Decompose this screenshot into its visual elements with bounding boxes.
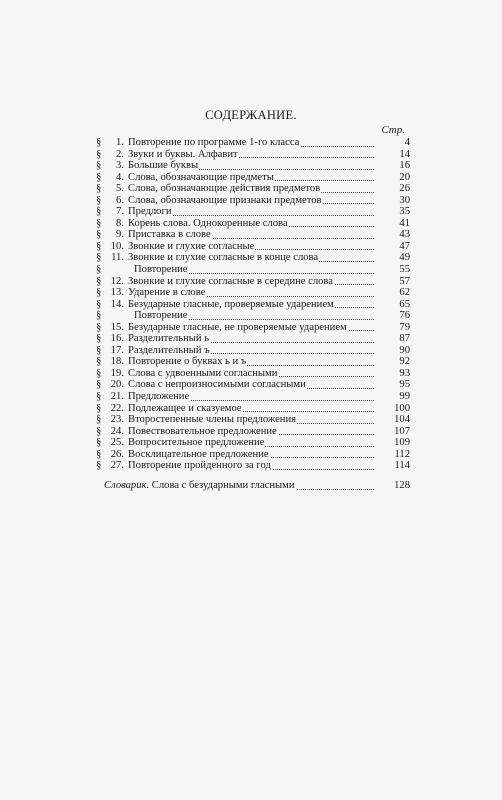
section-sign: § — [96, 287, 102, 299]
toc-entry-label: Предложение — [128, 391, 190, 403]
toc-entry-page: 90 — [399, 344, 410, 356]
toc-entry-label: Разделительный ъ — [128, 344, 210, 356]
toc-entry-page: 92 — [399, 356, 410, 368]
page-column-label: Стр. — [381, 124, 405, 136]
toc-entry-label: Ударение в слове — [128, 287, 206, 299]
toc-entry-label: Предлоги — [128, 206, 172, 218]
toc-entry-label-container — [128, 403, 374, 415]
section-sign: § — [96, 298, 102, 310]
toc-entry — [96, 414, 410, 426]
section-sign: § — [96, 229, 102, 241]
toc-entry-page: 100 — [394, 402, 410, 414]
toc-entry-label-container — [128, 252, 374, 264]
section-sign: § — [96, 137, 102, 148]
toc-entry — [96, 460, 410, 472]
toc-entry-page: 99 — [399, 391, 410, 403]
toc-entry-label: Повествовательное предложение — [128, 425, 277, 437]
section-sign: § — [96, 344, 102, 356]
toc-entry-label-container — [128, 276, 374, 288]
toc-entry-label: Слова, обозначающие признаки предметов — [128, 194, 322, 206]
toc-entry-label: Повторение — [134, 310, 188, 322]
toc-entry — [96, 391, 410, 403]
toc-entry-label: Слова с удвоенными согласными — [128, 367, 278, 379]
toc-entry-label: Вопросительное предложение — [128, 437, 265, 449]
toc-entry-label-container — [134, 310, 374, 322]
toc-entry-label: Звуки и буквы. Алфавит — [128, 148, 238, 160]
toc-entry-label-container — [128, 160, 374, 172]
toc-entry-label-container — [128, 345, 374, 357]
toc-entry-label-container — [128, 391, 374, 403]
toc-entry-label-container — [128, 195, 374, 207]
toc-entry — [96, 345, 410, 357]
toc-entry-label: Слова, обозначающие предметы — [128, 171, 274, 183]
toc-entry-label: Повторение по программе 1-го класса — [128, 137, 300, 148]
toc-entry-page: 35 — [399, 206, 410, 218]
toc-entry — [96, 149, 410, 161]
toc-entry-page: 109 — [394, 437, 410, 449]
toc-entry-label-container — [128, 460, 374, 472]
toc-entry — [96, 264, 410, 276]
toc-entry-label-container — [128, 426, 374, 438]
section-sign: § — [96, 391, 102, 403]
toc-entry — [96, 403, 410, 415]
toc-entry — [96, 333, 410, 345]
section-sign: § — [96, 160, 102, 172]
toc-entry-label-container — [128, 299, 374, 311]
toc-entry-number: 5. — [116, 183, 124, 195]
section-sign: § — [96, 321, 102, 333]
section-sign: § — [96, 310, 102, 322]
toc-entry — [96, 218, 410, 230]
section-sign: § — [96, 206, 102, 218]
toc-entry — [96, 322, 410, 334]
toc-entry-number: 25. — [110, 437, 124, 449]
toc-entry-number: 20. — [110, 379, 124, 391]
toc-entry-number: 23. — [110, 414, 124, 426]
toc-entry-label: Второстепенные члены предложения — [128, 414, 297, 426]
toc-entry-number: 27. — [110, 460, 124, 472]
section-sign: § — [96, 171, 102, 183]
section-sign: § — [96, 252, 102, 264]
toc-entry-label: Повторение — [134, 264, 188, 276]
section-sign: § — [96, 379, 102, 391]
toc-entry — [96, 368, 410, 380]
toc-entry-page: 4 — [404, 137, 410, 148]
toc-entry-page: 49 — [399, 252, 410, 264]
toc-entry-label: Слова, обозначающие действия предметов — [128, 183, 321, 195]
toc-entry-page: 43 — [399, 229, 410, 241]
toc-entry-number: 2. — [116, 148, 124, 160]
toc-entry — [96, 206, 410, 218]
toc-entry — [96, 426, 410, 438]
toc-entry — [96, 137, 410, 149]
section-sign: § — [96, 148, 102, 160]
toc-entry — [96, 241, 410, 253]
toc-entry-label-container — [128, 322, 374, 334]
toc-entry-number: 21. — [110, 391, 124, 403]
dictionary-page-number: 128 — [394, 480, 410, 491]
toc-entry-page: 57 — [399, 275, 410, 287]
toc-entry-number: 8. — [116, 217, 124, 229]
toc-entry-page: 104 — [394, 414, 410, 426]
toc-entry-page: 112 — [394, 448, 410, 460]
toc-entry-label: Восклицательное предложение — [128, 448, 269, 460]
toc-entry-label-container — [128, 172, 374, 184]
toc-entry-number: 22. — [110, 402, 124, 414]
section-sign: § — [96, 414, 102, 426]
section-sign: § — [96, 425, 102, 437]
toc-entry-page: 62 — [399, 287, 410, 299]
toc-entry-page: 41 — [399, 217, 410, 229]
toc-entry-label: Повторение пройденного за год — [128, 460, 271, 472]
toc-entry — [96, 195, 410, 207]
toc-entry-label: Безударные гласные, проверяемые ударением — [128, 298, 334, 310]
toc-entry-label: Приставка в слове — [128, 229, 211, 241]
section-sign: § — [96, 437, 102, 449]
toc-entry-number: 3. — [116, 160, 124, 172]
toc-entry-page: 16 — [399, 160, 410, 172]
section-sign: § — [96, 264, 102, 276]
toc-entry-label-container — [128, 449, 374, 461]
toc-entry — [96, 299, 410, 311]
toc-entry-page: 26 — [399, 183, 410, 195]
toc-entry-number: 19. — [110, 367, 124, 379]
toc-entry-page: 47 — [399, 240, 410, 252]
toc-entry — [96, 252, 410, 264]
toc-entry-label: Разделительный ь — [128, 333, 210, 345]
toc-entry-number: 18. — [110, 356, 124, 368]
toc-entry-number: 11. — [111, 252, 124, 264]
toc-entry-number: 9. — [116, 229, 124, 241]
toc-entry-label: Слова с непроизносимыми согласными — [128, 379, 306, 391]
toc-entry-number: 17. — [110, 344, 124, 356]
section-sign: § — [96, 275, 102, 287]
section-sign: § — [96, 194, 102, 206]
toc-entry — [96, 172, 410, 184]
dictionary-italic-label: Словарик. — [104, 480, 150, 491]
toc-entry-number: 6. — [116, 194, 124, 206]
section-sign: § — [96, 333, 102, 345]
toc-entry-label: Звонкие и глухие согласные в середине слова — [128, 275, 333, 287]
toc-entry-page: 95 — [399, 379, 410, 391]
toc-entry — [96, 160, 410, 172]
toc-entry-page: 20 — [399, 171, 410, 183]
toc-entry-number: 16. — [110, 333, 124, 345]
toc-entry-label-container — [128, 149, 374, 161]
toc-entry-label: Подлежащее и сказуемое — [128, 402, 242, 414]
toc-entry-label-container — [128, 287, 374, 299]
section-sign: § — [96, 448, 102, 460]
toc-entry — [96, 379, 410, 391]
toc-entry-label-container — [134, 264, 374, 276]
section-sign: § — [96, 217, 102, 229]
toc-entry-page: 93 — [399, 367, 410, 379]
toc-entry-label-container — [128, 368, 374, 380]
page-title: СОДЕРЖАНИЕ. — [205, 108, 297, 122]
toc-entry-label-container — [128, 206, 374, 218]
toc-entry-page: 65 — [399, 298, 410, 310]
toc-entry-label-container — [128, 218, 374, 230]
toc-entry-label-container — [128, 183, 374, 195]
toc-entry-page: 79 — [399, 321, 410, 333]
toc-entry-page: 87 — [399, 333, 410, 345]
toc-entry-label-container — [128, 379, 374, 391]
toc-entry-number: 26. — [110, 448, 124, 460]
toc-entry-label: Большие буквы — [128, 160, 199, 172]
section-sign: § — [96, 402, 102, 414]
toc-entry-label: Повторение о буквах ь и ъ — [128, 356, 247, 368]
toc-entry-number: 7. — [116, 206, 124, 218]
toc-entry-label-container — [128, 241, 374, 253]
toc-entry — [96, 310, 410, 322]
toc-entry-page: 114 — [394, 460, 410, 472]
section-sign: § — [96, 183, 102, 195]
toc-entry-label-container — [128, 437, 374, 449]
toc-entry-number: 14. — [110, 298, 124, 310]
toc-entry-number: 24. — [110, 425, 124, 437]
dictionary-entry — [104, 480, 410, 492]
toc-entry-label-container — [128, 229, 374, 241]
section-sign: § — [96, 240, 102, 252]
toc-entry-number: 13. — [110, 287, 124, 299]
toc-entry-number: 4. — [116, 171, 124, 183]
toc-entry-page: 76 — [399, 310, 410, 322]
toc-entry-label: Безударные гласные, не проверяемые ударением — [128, 321, 347, 333]
toc-entry-label-container — [128, 414, 374, 426]
toc-entry-label: Корень слова. Однокоренные слова — [128, 217, 288, 229]
toc-entry — [96, 183, 410, 195]
toc-entry-page: 107 — [394, 425, 410, 437]
toc-entry-label: Звонкие и глухие согласные — [128, 240, 255, 252]
toc-entry — [96, 276, 410, 288]
table-of-contents — [96, 137, 410, 472]
toc-entry-number: 15. — [110, 321, 124, 333]
toc-entry — [96, 356, 410, 368]
toc-entry-page: 14 — [399, 148, 410, 160]
section-sign: § — [96, 356, 102, 368]
toc-entry-label-container — [128, 333, 374, 345]
toc-entry-page: 55 — [399, 264, 410, 276]
toc-entry — [96, 437, 410, 449]
toc-entry-number: 12. — [110, 275, 124, 287]
toc-entry-label-container — [128, 356, 374, 368]
section-sign: § — [96, 460, 102, 472]
toc-entry — [96, 229, 410, 241]
dictionary-title: Слова с безударными гласными — [151, 480, 295, 491]
section-sign: § — [96, 367, 102, 379]
toc-entry-label: Звонкие и глухие согласные в конце слова — [128, 252, 319, 264]
toc-entry-number: 10. — [110, 240, 124, 252]
toc-entry — [96, 287, 410, 299]
toc-entry-label-container — [128, 137, 374, 149]
toc-entry — [96, 449, 410, 461]
toc-entry-number: 1. — [116, 137, 124, 148]
toc-entry-page: 30 — [399, 194, 410, 206]
dictionary-label — [104, 480, 374, 492]
